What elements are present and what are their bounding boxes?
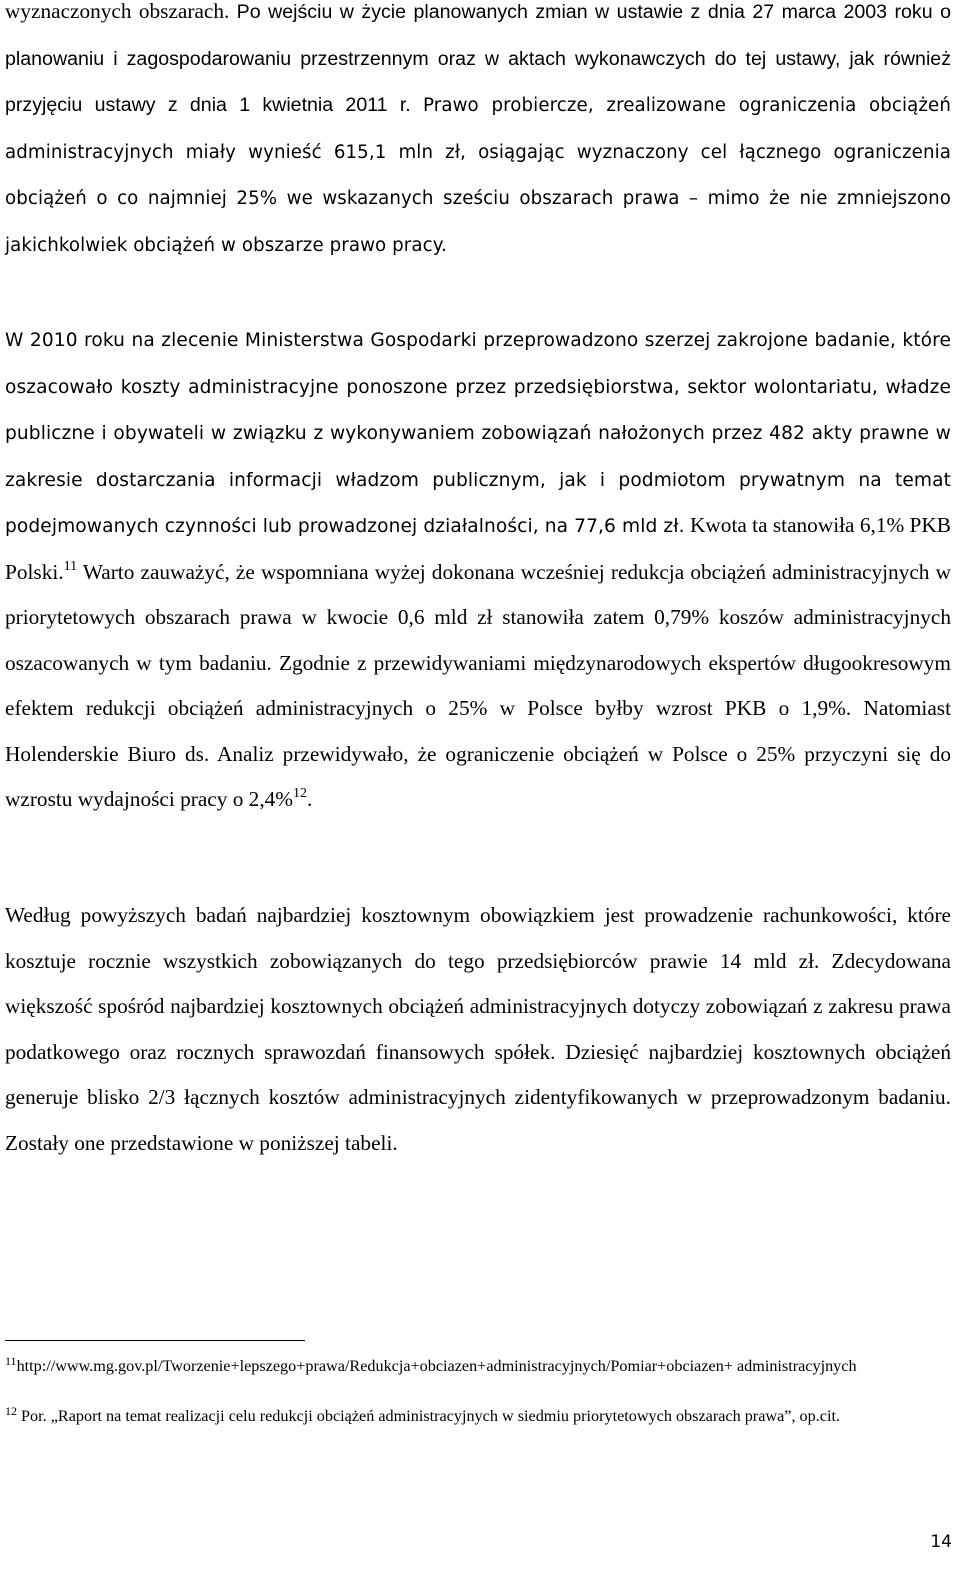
footnote-12-text: Por. „Raport na temat realizacji celu redukcji obciążeń administracyjnych w siedmiu priorytetowych obszarach prawa”, op.cit.	[17, 1407, 841, 1425]
footnote-12	[5, 1406, 951, 1427]
page-number: 14	[930, 1532, 952, 1552]
paragraph-2-run-end: .	[307, 787, 313, 811]
footnote-ref-12[interactable]: 12	[293, 786, 308, 801]
footnote-separator	[5, 1340, 305, 1341]
paragraph-3: Według powyższych badań najbardziej kosztownym obowiązkiem jest prowadzenie rachunkowości, które kosztuje rocznie wszystkich zobowiązanych do tego przedsiębiorców prawie 14 mld zł. Zdecydowana większość spośród najbardziej kosztownych obciążeń administracyjnych dotyczy zobowiązań z zakresu prawa podatkowego oraz rocznych sprawozdań finansowych spółek. Dziesięć najbardziej kosztownych obciążeń generuje blisko 2/3 łącznych kosztów administracyjnych zidentyfikowanych w przeprowadzonym badaniu. Zostały one przedstawione w poniższej tabeli.	[5, 903, 951, 1155]
footnote-11-number: 11	[5, 1354, 17, 1368]
paragraph-2	[5, 317, 951, 823]
paragraph-2-run-sans: W 2010 roku na zlecenie Ministerstwa Gospodarki przeprowadzono szerzej zakrojone badanie, które oszacowało koszty administracyjne ponoszone przez przedsiębiorstwa, sektor wolontariatu, władze publiczne i obywateli w związku z wykonywaniem zobowiązań nałożonych przez 482 akty prawne w zakresie dostarczania informacji władzom publicznym, jak i podmiotom prywatnym na temat podejmowanych czynności lub prowadzonej działalności, na 77,6 mld zł.	[5, 330, 951, 537]
paragraph-2-run-serif-b: Warto zauważyć, że wspomniana wyżej dokonana wcześniej redukcja obciążeń administracyjnych w priorytetowych obszarach prawa w kwocie 0,6 mld zł stanowiła zatem 0,79% koszów administracyjnych oszacowanych w tym badaniu. Zgodnie z przewidywaniami międzynarodowych ekspertów długookresowym efektem redukcji obciążeń administracyjnych o 25% w Polsce byłby wzrost PKB o 1,9%. Natomiast Holenderskie Biuro ds. Analiz przewidywało, że ograniczenie obciążeń w Polsce o 25% przyczyni się do wzrostu wydajności pracy o 2,4%	[5, 559, 951, 811]
paragraph-1-run-sans: Po wejściu w życie planowanych zmian w ustawie z dnia 27 marca 2003 roku o planowaniu i zagospodarowaniu przestrzennym oraz w aktach wykonawczych do tej ustawy, jak również przyjęciu ustawy z dnia 1 kwietnia 2011 r.	[5, 1, 951, 116]
footnote-11	[5, 1356, 951, 1377]
paragraph-2-run-serif-a: Kwota ta stanowiła 6,1% PKB Polski.	[5, 513, 951, 584]
footnote-11-link[interactable]: http://www.mg.gov.pl/Tworzenie+lepszego+prawa/Redukcja+obciazen+administracyjnych/Pomiar+obciazen+ administracyjnych	[16, 1357, 857, 1375]
paragraph-1-run-sans-alt: Prawo probiercze, zrealizowane ograniczenia obciążeń administracyjnych miały wynieść 615,1 mln zł, osiągając wyznaczony cel łącznego ograniczenia obciążeń o co najmniej 25% we wskazanych sześciu obszarach prawa – mimo że nie zmniejszono jakichkolwiek obciążeń w obszarze prawo pracy.	[5, 95, 951, 256]
paragraph-1	[5, 0, 951, 268]
footnote-12-number: 12	[5, 1404, 17, 1418]
footnote-ref-11[interactable]: 11	[63, 558, 78, 574]
paragraph-1-run-serif: wyznaczonych obszarach.	[5, 0, 237, 23]
